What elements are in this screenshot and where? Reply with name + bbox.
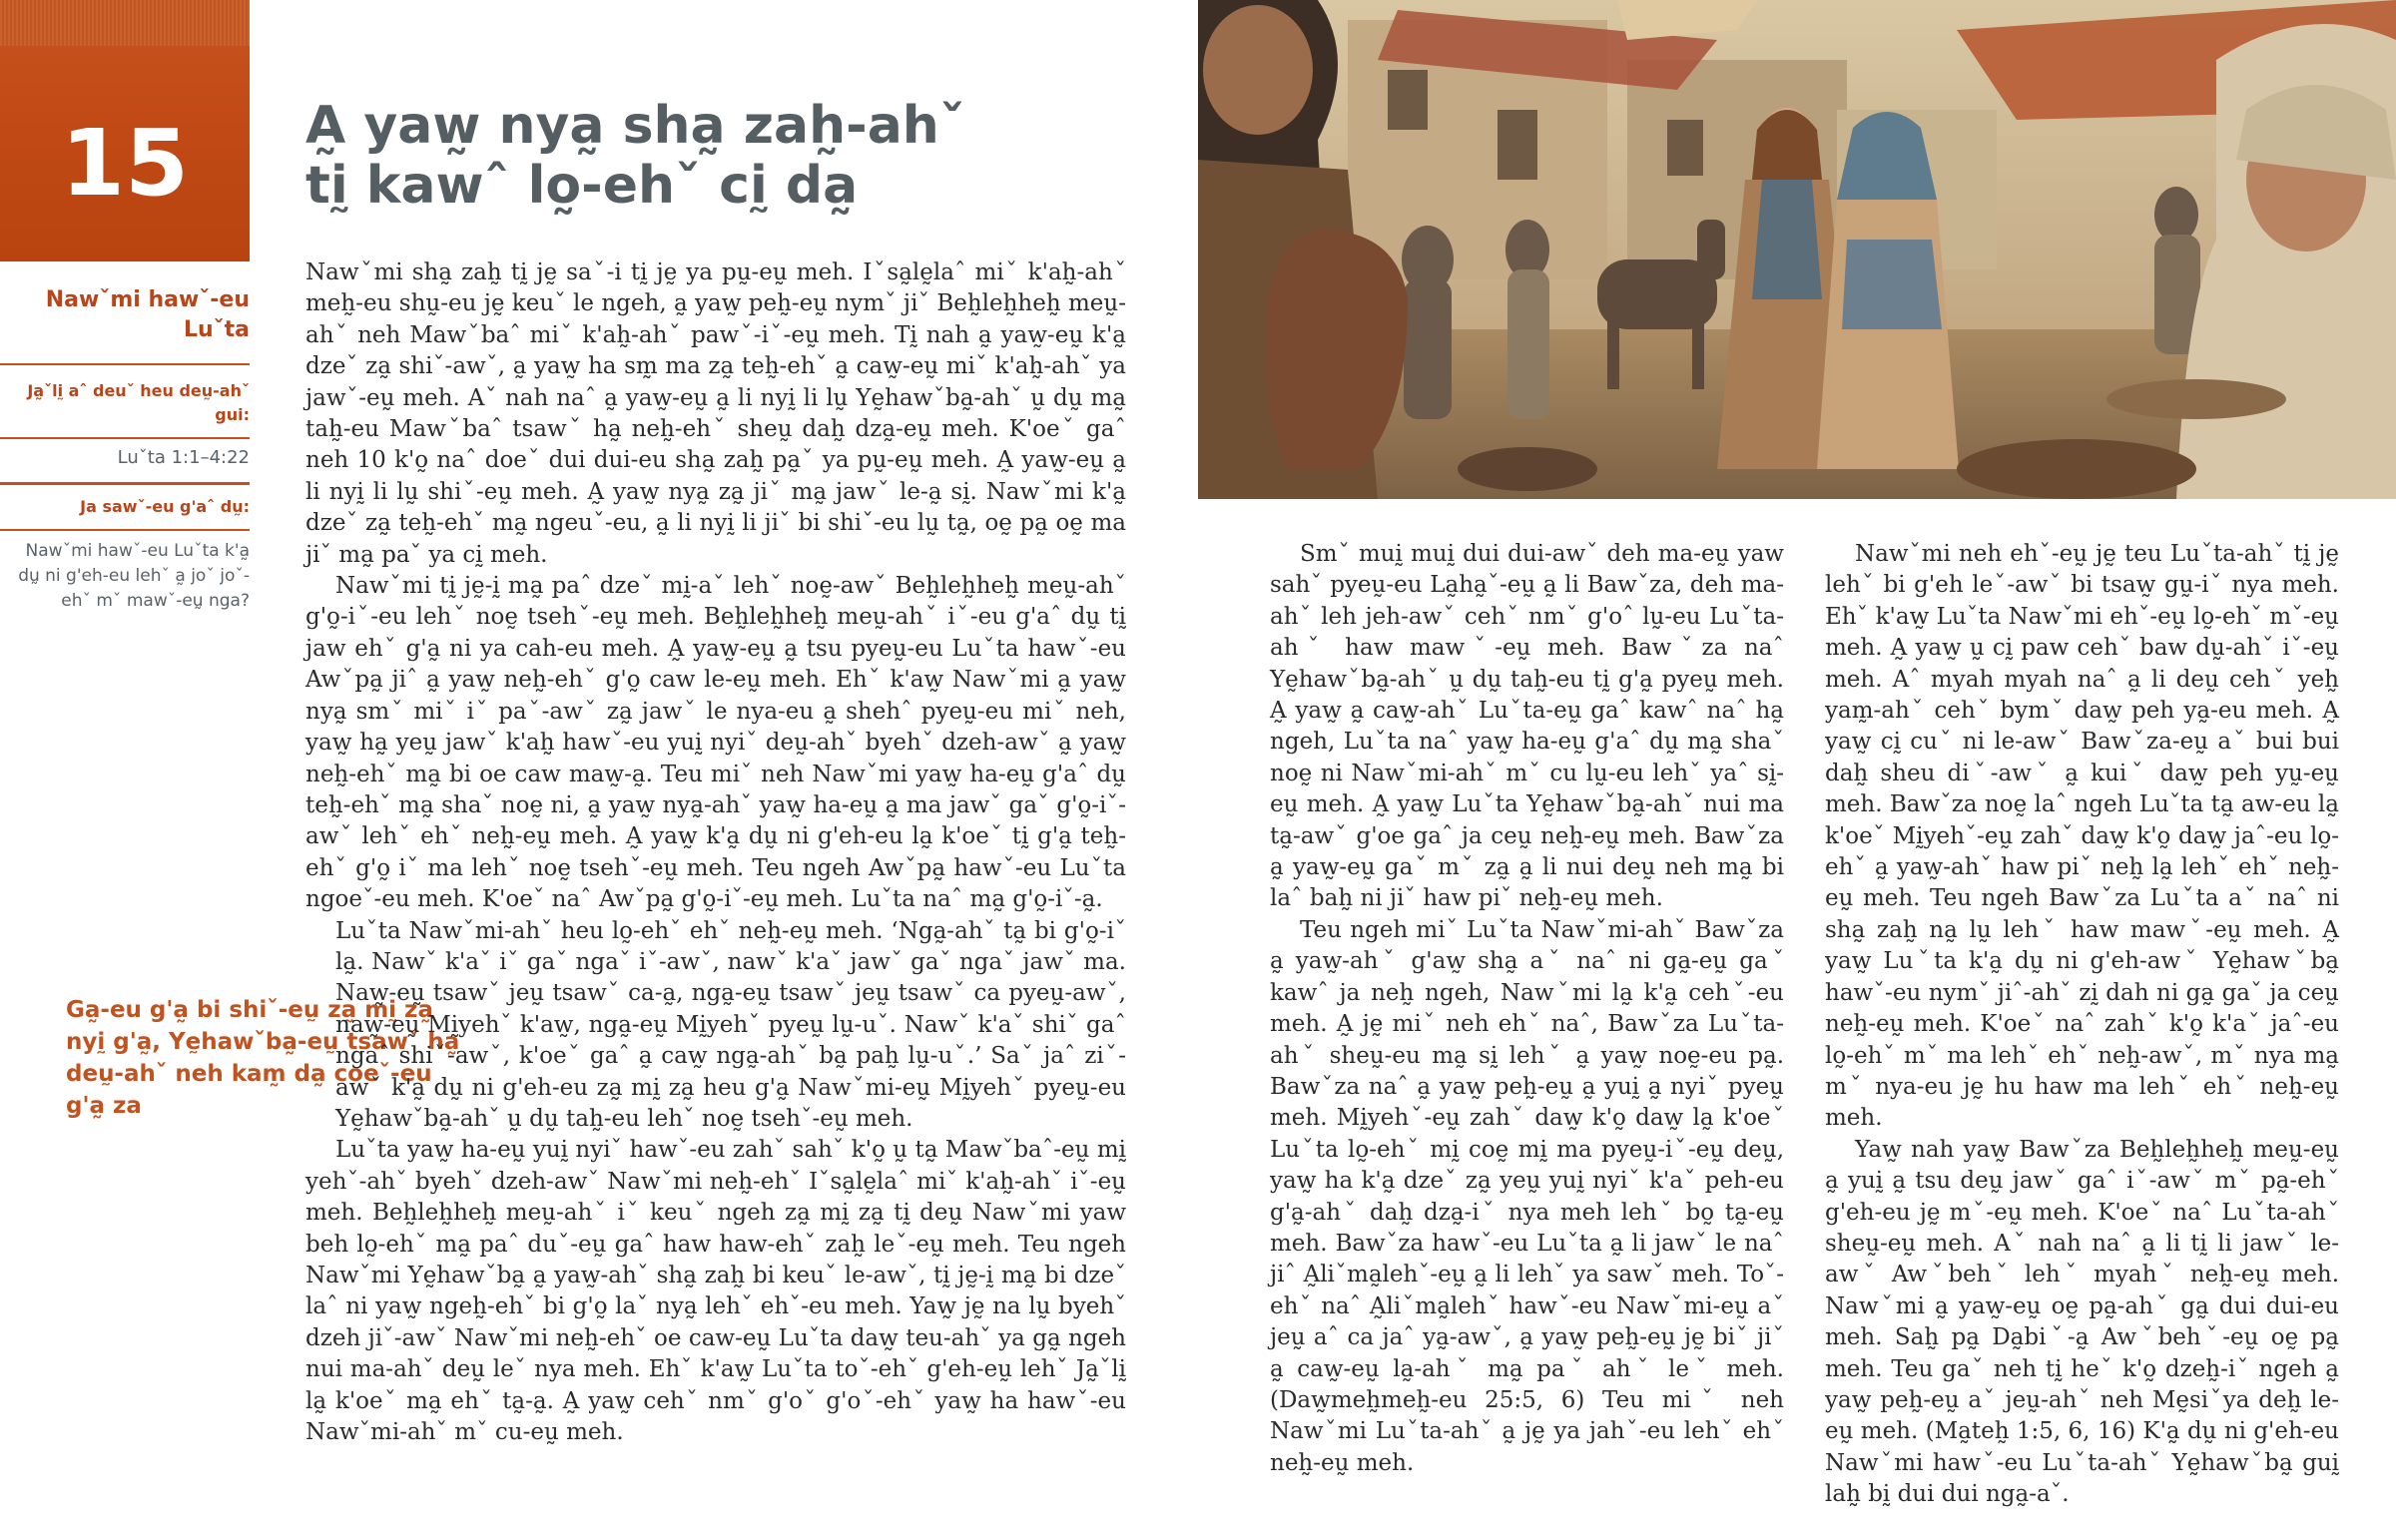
sidebar-heroine-names: Nawˇmi hawˇ-eu Luˇta bbox=[0, 261, 250, 365]
title-line-1: A̰ yaw̰ nya̰ sha̰ zah̰-ahˇ bbox=[305, 96, 965, 156]
pull-quote: Ga̰-eu g'a̰ bi shiˇ-eṵ za̰ mḭ za̰ nyḭ g'a̰, Yḛhawˇba̰-eṵ tsawˇ ha̰ deṵ-ahˇ neh kam̰ da̰ coeˇ-eu g'a̰ za bbox=[66, 997, 460, 1119]
sidebar-reading-label: Ja̰ˇlḭ aˆ deuˇ heu deṵ-ahˇ gui: bbox=[0, 365, 250, 439]
body-column-left bbox=[305, 257, 1126, 1448]
body-paragraph: Nawˇmi sha̰ zah̰ tḭ jḛ saˇ-i tḭ jḛ ya pṵ-eṵ meh. Iˇsa̰lḛlaˆ miˇ k'ah̰-ahˇ meh̰-eu shṵ-eu jḛ keuˇ le ngeh, a̰ yaw̰ peh̰-eṵ nymˇ jiˇ Beh̰leh̰heh̰ meṵ-ahˇ neh Mawˇbaˆ miˇ k'ah̰-ahˇ pawˇ-iˇ-eṵ meh. Tḭ nah a̰ yaw̰-eṵ k'a̰ dzeˇ za̰ shiˇ-awˇ, a̰ yaw̰ ha sm̰ ma za̰ teh̰-ehˇ a̰ caw̰-eṵ miˇ k'ah̰-ahˇ ya jawˇ-eṵ meh. Aˇ nah naˆ a̰ yaw̰-eṵ a̰ li nyḭ li lṵ Yḛhawˇba̰-ahˇ ṵ dṵ ma̰ tah̰-eu Mawˇbaˆ tsawˇ ha̰ neh̰-ehˇ sheṵ dah̰ dza̰-eṵ meh. K'oeˇ gaˆ neh 10 k'o̰ naˆ doeˇ dui dui-eu sha̰ zah̰ pa̰ˇ ya pṵ-eṵ meh. A̰ yaw̰-eṵ a̰ li nyḭ li lṵ shiˇ-eṵ meh. A̰ yaw̰ nya̰ za̰ jiˇ ma̰ jawˇ le-a̰ sḭ. Nawˇmi k'a̰ dzeˇ za̰ teh̰-ehˇ ma̰ ngeuˇ-eu, a̰ li nyḭ li jiˇ bi shiˇ-eu lṵ ta̰, oḛ pa̰ oḛ ma jiˇ ma̰ paˇ ya cḭ meh. bbox=[305, 259, 1126, 568]
body-paragraph: Nawˇmi tḭ jḛ-ḭ ma̰ paˆ dzeˇ mḭ-aˇ lehˇ noḛ-awˇ Beh̰leh̰heh̰ meṵ-ahˇ g'o̰-iˇ-eu lehˇ noḛ tsehˇ-eṵ meh. Beh̰leh̰heh̰ meṵ-ahˇ iˇ-eu g'aˆ dṵ tḭ jaw ehˇ g'a̰ ni ya cah-eu meh. A̰ yaw̰-eṵ a̰ tsu pyeṵ-eu Luˇta hawˇ-eu Awˇpa̰ jiˆ a̰ yaw̰ neh̰-ehˇ g'o̰ caw le-eṵ meh. Ehˇ k'aw̰ Nawˇmi a̰ yaw̰ nya̰ smˇ miˇ iˇ paˇ-awˇ za̰ jawˇ le nya-eu a̰ shehˆ pyeṵ-eu miˇ neh, yaw̰ ha̰ yeṵ jawˇ k'ah̰ hawˇ-eu yuḭ nyiˇ deṵ-ahˇ byehˇ dzeh-awˇ a̰ yaw̰ neh̰-ehˇ ma̰ bi oe caw maw̰-a̰. Teu miˇ neh Nawˇmi yaw̰ ha-eṵ g'aˆ dṵ teh̰-ehˇ ma̰ shaˇ noḛ ni, a̰ yaw̰ nya̰-ahˇ yaw̰ ha-eṵ a̰ ma jawˇ gaˇ g'o̰-iˇ-awˇ lehˇ ehˇ neh̰-eṵ meh. A̰ yaw̰ k'a̰ dṵ ni g'eh-eu la̰ k'oeˇ tḭ g'a̰ teh̰-ehˇ g'o̰ iˇ ma lehˇ noḛ tsehˇ-eṵ meh. Teu ngeh Awˇpa̰ hawˇ-eu Luˇta ngoeˇ-eu meh. K'oeˇ naˆ Awˇpa̰ g'o̰-iˇ-eṵ meh. Luˇta naˆ ma̰ g'o̰-iˇ-a̰. bbox=[305, 573, 1126, 913]
illustration-art bbox=[1198, 0, 2396, 499]
body-paragraph: Smˇ muḭ muḭ dui dui-awˇ deh ma-eṵ yaw sahˇ pyeṵ-eu La̰ha̰ˇ-eṵ a̰ li Bawˇza, deh ma-ahˇ leh jeh-awˇ cehˇ nmˇ g'oˆ lṵ-eu Luˇta-ahˇ haw mawˇ-eṵ meh. Bawˇza naˆ Yḛhawˇba̰-ahˇ ṵ dṵ tah̰-eu tḭ g'a̰ pyeṵ meh. A̰ yaw̰ a̰ caw̰-ahˇ Luˇta-eṵ gaˆ kawˆ naˆ ha̰ ngeh, Luˇta naˆ yaw̰ ha-eṵ g'aˆ dṵ ma̰ shaˇ noḛ ni Nawˇmi-ahˇ mˇ cu lṵ-eu lehˇ yaˆ sḭ-eṵ meh. A̰ yaw̰ Luˇta Yḛhawˇba̰-ahˇ nui ma ta̰-awˇ g'oe gaˆ ja ceṵ neh̰-eṵ meh. Bawˇza a̰ yaw̰-eṵ gaˇ mˇ za̰ a̰ li nui deṵ neh ma̰ bi laˆ bah̰ ni jiˇ haw piˇ neh̰-eṵ meh. bbox=[1270, 541, 1784, 912]
sidebar bbox=[0, 261, 250, 614]
body-paragraph-quote bbox=[305, 916, 1126, 1136]
sidebar-scripture-reference: Luˇta 1:1–4:22 bbox=[0, 439, 250, 485]
body-paragraph: Nawˇmi neh ehˇ-eṵ jḛ teu Luˇta-ahˇ tḭ jḛ lehˇ bi g'eh leˇ-awˇ bi tsaw̰ gṵ-iˇ nya meh. Ehˇ k'aw̰ Luˇta Nawˇmi ehˇ-eṵ lo̰-ehˇ mˇ-eṵ meh. A̰ yaw̰ ṵ cḭ paw cehˇ baw dṵ-ahˇ iˇ-eṵ meh. Aˆ myah myah naˆ a̰ li deṵ cehˇ yeh̰ yam̰-ahˇ cehˇ bymˇ daw̰ peh ya̰-eu meh. A̰ yaw̰ cḭ cuˇ ni le-awˇ Bawˇza-eṵ aˇ bui bui dah̰ sheu diˇ-awˇ a̰ kuiˇ daw̰ peh yṵ-eṵ meh. Bawˇza noḛ laˆ ngeh Luˇta ta̰ aw-eu la̰ k'oeˇ Mḭyehˇ-eṵ zahˇ daw̰ k'o̰ daw̰ jaˆ-eu lo̰-ehˇ a̰ yaw̰-ahˇ haw piˇ neh̰ la̰ lehˇ ehˇ neh̰-eṵ meh. Teu ngeh Bawˇza Luˇta aˇ naˆ ni sha̰ zah̰ na̰ lṵ lehˇ haw mawˇ-eṵ meh. A̰ yaw̰ Luˇta k'a̰ dṵ ni g'eh-awˇ Yḛhawˇba̰ hawˇ-eu nymˇ jiˆ-ahˇ zḭ dah ni ga̰ gaˇ ja ceṵ neh̰-eṵ meh. K'oeˇ naˆ zahˇ k'o̰ k'aˇ jaˆ-eu lo̰-ehˇ mˇ ma lehˇ ehˇ neh̰-awˇ, mˇ nya ma̰ mˇ nya-eu jḛ hu haw ma lehˇ ehˇ neh̰-eṵ meh. bbox=[1825, 541, 2339, 1132]
quote-text: Luˇta Nawˇmi-ahˇ heu lo̰-ehˇ ehˇ neh̰-eṵ meh. ‘Nga̰-ahˇ ta̰ bi g'o̰-iˇ la̰. Nawˇ k'aˇ iˇ gaˇ ngaˇ iˇ-awˇ, nawˇ k'aˇ jawˇ gaˇ ngaˇ jawˇ ma. Naw̰-eṵ tsawˇ jeṵ tsawˇ ca-a̰, nga̰-eṵ tsawˇ jeṵ tsawˇ ca pyeṵ-awˇ, naw̰-eṵ Mḭyehˇ k'aw̰, nga̰-eṵ Mḭyehˇ pyeṵ lṵ-uˇ. Nawˇ k'aˇ shiˇ gaˆ ngaˆ shiˇ-awˇ, k'oeˇ gaˆ a̰ caw̰ nga̰-ahˇ ba̰ pah̰ lṵ-uˇ.’ Saˇ jaˆ ziˇ-awˇ k'a̰ dṵ ni g'eh-eu za̰ mḭ za̰ heu g'a̰ Nawˇmi-eṵ Mḭyehˇ pyeṵ-eu Yḛhawˇba̰-ahˇ ṵ dṵ tah̰-eu lehˇ noḛ tsehˇ-eṵ meh. bbox=[335, 917, 1126, 1132]
body-paragraph: Yaw̰ nah yaw̰ Bawˇza Beh̰leh̰heh̰ meṵ-eṵ a̰ yuḭ a̰ tsu deṵ jawˇ gaˆ iˇ-awˇ mˇ pa̰-ehˇ g'eh-eu jḛ mˇ-eṵ meh. K'oeˇ naˆ Luˇta-ahˇ sheṵ-eṵ meh. Aˇ nah naˆ a̰ li tḭ li jawˇ le-awˇ Awˇbehˇ lehˇ myahˇ neh̰-eṵ meh. Nawˇmi a̰ yaw̰-eṵ oḛ pa̰-ahˇ ga̰ dui dui-eu meh. Sah̰ pa̰ Da̰biˇ-a̰ Awˇbehˇ-eṵ oḛ pa̰ meh. Teu gaˇ neh tḭ heˇ k'o̰ dzeh̰-iˇ ngeh a̰ yaw̰ peh̰-eṵ aˇ jeṵ-ahˇ neh Mḛsiˇya deh̰ le-eṵ meh. (Ma̰teh̰ 1:5, 6, 16) K'a̰ dṵ ni g'eh-eu Nawˇmi hawˇ-eu Luˇta-ahˇ Yḛhawˇba̰ guḭ lah̰ bḭ dui dui nga̰-aˇ. bbox=[1825, 1136, 2339, 1508]
body-column-middle bbox=[1270, 539, 1784, 1479]
chapter-number-block bbox=[0, 0, 250, 261]
sidebar-question: Nawˇmi hawˇ-eu Luˇta k'a̰ dṵ ni g'eh-eu lehˇ a̰ joˇ joˇ-ehˇ mˇ mawˇ-eṵ nga? bbox=[18, 541, 250, 611]
body-paragraph: Luˇta yaw̰ ha-eṵ yuḭ nyiˇ hawˇ-eu zahˇ sahˇ k'o̰ ṵ ta̰ Mawˇbaˆ-eṵ mḭ yehˇ-ahˇ byehˇ dzeh-awˇ Nawˇmi neh̰-ehˇ Iˇsa̰lḛlaˆ miˇ k'ah̰-ahˇ iˇ-eṵ meh. Beh̰leh̰heh̰ meṵ-ahˇ iˇ keuˇ ngeh za̰ mḭ za̰ tḭ deṵ Nawˇmi yaw beh lo̰-ehˇ ma̰ paˆ duˇ-eṵ gaˆ haw haw-ehˇ zah̰ leˇ-eṵ meh. Teu ngeh Nawˇmi Yḛhawˇba̰ a̰ yaw̰-ahˇ sha̰ zah̰ bi keuˇ le-awˇ, tḭ jḛ-ḭ ma̰ bi dzeˇ laˆ ni yaw̰ ngeh̰-ehˇ bi g'o̰ laˇ nya̰ lehˇ ehˇ-eu meh. Yaw̰ jḛ na lṵ byehˇ dzeh jiˇ-awˇ Nawˇmi neh̰-ehˇ oe caw-eṵ Luˇta daw̰ teu-ahˇ ya ga̰ ngeh nui ma-ahˇ deṵ leˇ nya meh. Ehˇ k'aw̰ Luˇta toˇ-ehˇ g'eh-eṵ lehˇ Ja̰ˇlḭ la̰ k'oeˇ ma̰ ehˇ ta̰-a̰. A̰ yaw̰ cehˇ nmˇ g'oˇ g'oˇ-ehˇ yaw̰ ha hawˇ-eu Nawˇmi-ahˇ mˇ cu-eṵ meh. bbox=[305, 1137, 1126, 1446]
title-line-2: tḭ kawˆ lo̰-ehˇ cḭ da̰ bbox=[305, 156, 859, 216]
body-column-right bbox=[1825, 539, 2339, 1511]
sidebar-question-label: Ja sawˇ-eu g'aˆ dṵ: bbox=[0, 485, 250, 531]
chapter-number: 15 bbox=[60, 110, 190, 217]
biblical-market-scene-image bbox=[1198, 0, 2396, 499]
page-title bbox=[305, 96, 1024, 216]
body-paragraph: Teu ngeh miˇ Luˇta Nawˇmi-ahˇ Bawˇza a̰ yaw̰-ahˇ g'aw̰ sha̰ aˇ naˆ ni ga̰-eṵ gaˇ kawˆ ja neh̰ ngeh, Nawˇmi la̰ k'a̰ cehˇ-eu meh. A̰ jḛ miˇ neh ehˇ naˆ, Bawˇza Luˇta-ahˇ sheṵ-eu ma̰ sḭ lehˇ a̰ yaw̰ noḛ-eu pa̰. Bawˇza naˆ a̰ yaw̰ peh̰-eṵ a̰ yuḭ a̰ nyiˇ pyeṵ meh. Mḭyehˇ-eṵ zahˇ daw̰ k'o̰ daw̰ la̰ k'oeˇ Luˇta lo̰-ehˇ mḭ coḛ mḭ ma pyeṵ-iˇ-eṵ deṵ, yaw̰ ha k'a̰ dzeˇ za̰ yeṵ yuḭ nyiˇ k'aˇ peh-eu g'a̰-ahˇ dah̰ dza̰-iˇ nya meh lehˇ bo̰ ta̰-eṵ meh. Bawˇza hawˇ-eu Luˇta a̰ li jawˇ le naˆ jiˆ A̰liˇma̰lehˇ-eṵ a̰ li lehˇ ya sawˇ meh. Toˇ-ehˇ naˆ A̰liˇma̰lehˇ hawˇ-eu Nawˇmi-eṵ aˇ jeṵ aˆ ca jaˆ ya̰-awˇ, a̰ yaw̰ peh̰-eṵ jḛ biˇ jiˇ a̰ caw̰-eṵ la̰-ahˇ ma̰ paˇ ahˇ leˇ meh. (Daw̰meh̰meh̰-eu 25:5, 6) Teu miˇ neh Nawˇmi Luˇta-ahˇ a̰ jḛ ya jahˇ-eu lehˇ ehˇ neh̰-eṵ meh. bbox=[1270, 916, 1784, 1476]
